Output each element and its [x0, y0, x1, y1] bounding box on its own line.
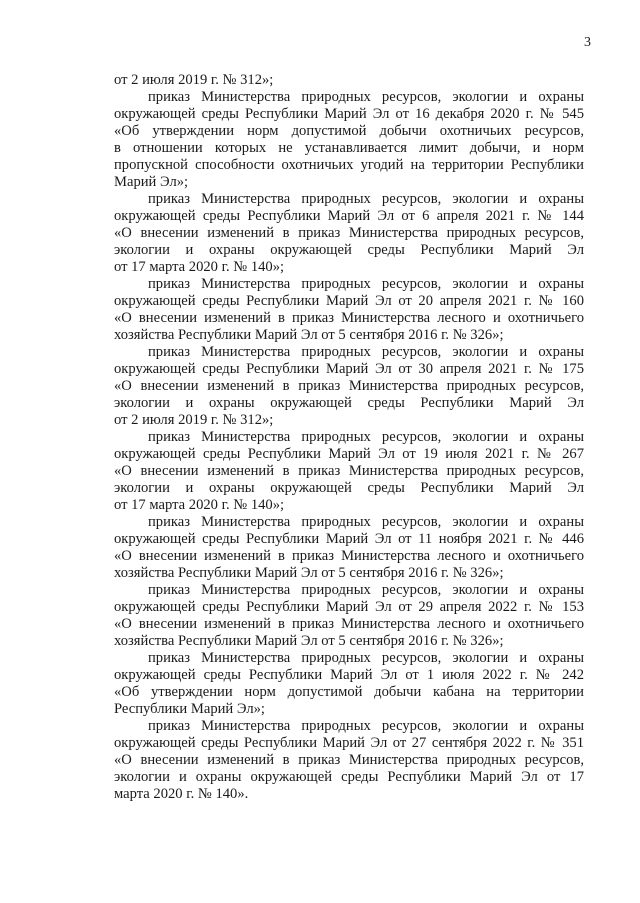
paragraph	[114, 582, 584, 650]
text-line: приказ Министерства природных ресурсов, экологии и охраны	[148, 276, 584, 292]
text-line: приказ Министерства природных ресурсов, экологии и охраны	[148, 514, 584, 530]
text-line: «Об утверждении норм допустимой добычи охотничьих ресурсов,	[114, 123, 584, 139]
paragraph	[114, 344, 584, 429]
text-line: окружающей среды Республики Марий Эл от 30 апреля 2021 г. № 175	[114, 361, 584, 377]
text-line: Республики Марий Эл»;	[114, 701, 265, 717]
page-number: 3	[584, 35, 591, 50]
paragraph	[114, 276, 584, 344]
text-line: экологии и охраны окружающей среды Республики Марий Эл от 17	[114, 769, 584, 785]
text-line: окружающей среды Республики Марий Эл от 27 сентября 2022 г. № 351	[114, 735, 584, 751]
paragraph	[114, 429, 584, 514]
text-line: окружающей среды Республики Марий Эл от 11 ноября 2021 г. № 446	[114, 531, 584, 547]
text-line: от 17 марта 2020 г. № 140»;	[114, 497, 285, 513]
paragraph	[114, 89, 584, 191]
text-line: пропускной способности охотничьих угодий на территории Республики	[114, 157, 584, 173]
text-line: «О внесении изменений в приказ Министерства лесного и охотничьего	[114, 310, 584, 326]
text-line: «О внесении изменений в приказ Министерства лесного и охотничьего	[114, 548, 584, 564]
text-line: окружающей среды Республики Марий Эл от 6 апреля 2021 г. № 144	[114, 208, 584, 224]
document-body	[114, 72, 584, 803]
paragraph	[114, 650, 584, 718]
text-line: от 2 июля 2019 г. № 312»;	[114, 412, 274, 428]
text-line: марта 2020 г. № 140».	[114, 786, 249, 802]
text-line: окружающей среды Республики Марий Эл от 16 декабря 2020 г. № 545	[114, 106, 584, 122]
text-line: приказ Министерства природных ресурсов, экологии и охраны	[148, 650, 584, 666]
text-line: приказ Министерства природных ресурсов, экологии и охраны	[148, 429, 584, 445]
text-line: приказ Министерства природных ресурсов, экологии и охраны	[148, 89, 584, 105]
text-line: приказ Министерства природных ресурсов, экологии и охраны	[148, 191, 584, 207]
text-line: окружающей среды Республики Марий Эл от 19 июля 2021 г. № 267	[114, 446, 584, 462]
text-line: приказ Министерства природных ресурсов, экологии и охраны	[148, 582, 584, 598]
paragraph	[114, 191, 584, 276]
text-line: «О внесении изменений в приказ Министерства лесного и охотничьего	[114, 616, 584, 632]
paragraph	[114, 718, 584, 803]
text-line: «О внесении изменений в приказ Министерства природных ресурсов,	[114, 463, 584, 479]
text-line: «О внесении изменений в приказ Министерства природных ресурсов,	[114, 378, 584, 394]
text-line: в отношении которых не устанавливается лимит добычи, и норм	[114, 140, 584, 156]
text-line: окружающей среды Республики Марий Эл от 20 апреля 2021 г. № 160	[114, 293, 584, 309]
text-line: окружающей среды Республики Марий Эл от 1 июля 2022 г. № 242	[114, 667, 584, 683]
paragraph	[114, 72, 584, 89]
text-line: Марий Эл»;	[114, 174, 189, 190]
text-line: экологии и охраны окружающей среды Республики Марий Эл	[114, 242, 584, 258]
paragraph	[114, 514, 584, 582]
text-line: от 17 марта 2020 г. № 140»;	[114, 259, 285, 275]
text-line: хозяйства Республики Марий Эл от 5 сентября 2016 г. № 326»;	[114, 327, 504, 343]
text-line: приказ Министерства природных ресурсов, экологии и охраны	[148, 344, 584, 360]
text-line: экологии и охраны окружающей среды Республики Марий Эл	[114, 480, 584, 496]
text-line: экологии и охраны окружающей среды Республики Марий Эл	[114, 395, 584, 411]
text-line: от 2 июля 2019 г. № 312»;	[114, 72, 274, 88]
text-line: хозяйства Республики Марий Эл от 5 сентября 2016 г. № 326»;	[114, 633, 504, 649]
text-line: «Об утверждении норм допустимой добычи кабана на территории	[114, 684, 584, 700]
text-line: приказ Министерства природных ресурсов, экологии и охраны	[148, 718, 584, 734]
text-line: «О внесении изменений в приказ Министерства природных ресурсов,	[114, 752, 584, 768]
text-line: хозяйства Республики Марий Эл от 5 сентября 2016 г. № 326»;	[114, 565, 504, 581]
text-line: «О внесении изменений в приказ Министерства природных ресурсов,	[114, 225, 584, 241]
text-line: окружающей среды Республики Марий Эл от 29 апреля 2022 г. № 153	[114, 599, 584, 615]
